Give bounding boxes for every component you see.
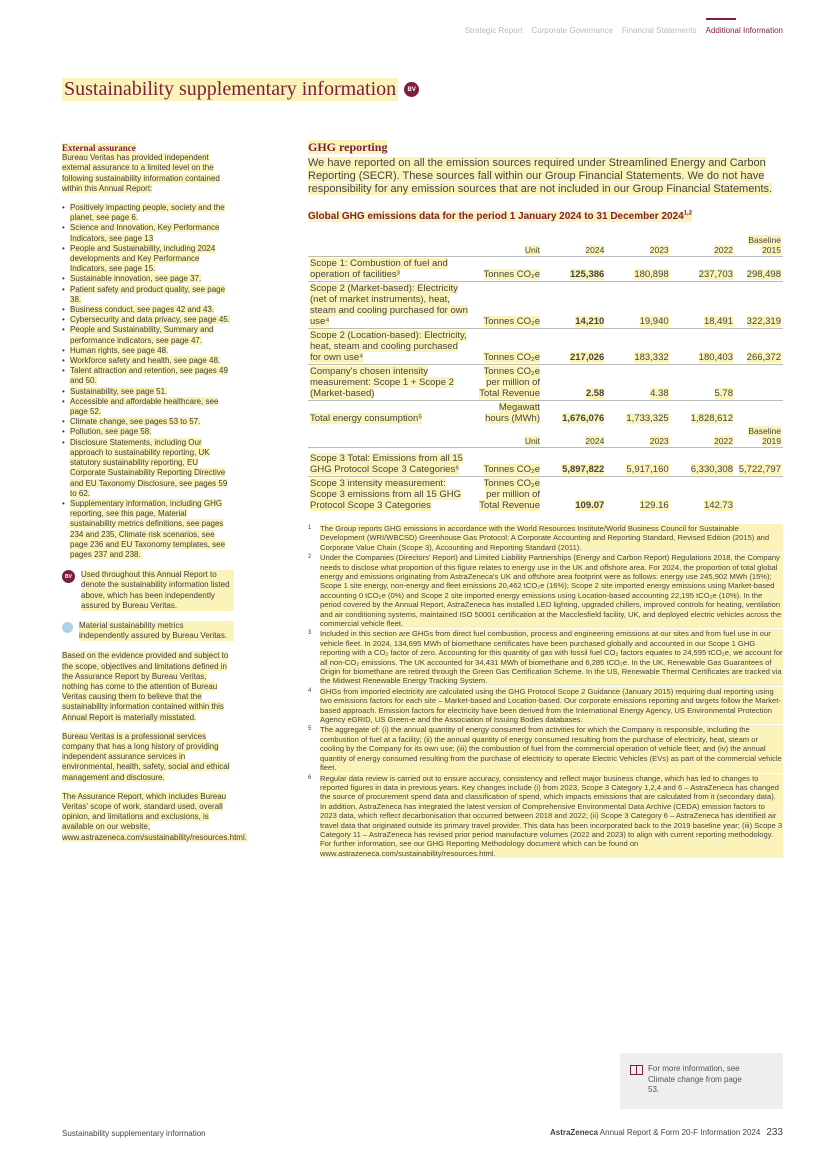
list-item: • Pollution, see page 58. <box>62 427 234 437</box>
header-2023: 2023 <box>606 234 670 257</box>
table-row: Total energy consumption⁵ Megawatt hours (MWh) 1,676,076 1,733,325 1,828,612 <box>308 400 783 425</box>
nav-strategic-report[interactable]: Strategic Report <box>464 26 523 35</box>
bv-badge-icon: BV <box>404 82 419 97</box>
ghg-intro: We have reported on all the emission sources required under Streamlined Energy and Carbon Reporting (SECR). These sources fall within our Group Financial Statements. We do not have responsibility for any emission sources that are not included in our Group Financial Statements. <box>308 157 773 196</box>
more-info-box <box>620 1053 783 1109</box>
footnote: 3 Included in this section are GHGs from direct fuel combustion, process and engineering emissions at our sites and from fuel use in our vehicle fleet. In 2024, 134,695 MWh of biomethane certificates have been purchased globally and accounted in our Scope 1 GHG reporting with a CO₂ factor of zero. Accounting for this quantity of gas with fossil fuel CO₂ factors equates to 24,595 tCO₂e, we account for all non-CO₂ emissions. The UK accounted for 34,431 MWh of biomethane and 6,285 tCO₂e. In the UK, Renewable Gas Guarantees of Origin for biomethane are retired through the Green Gas Certification Scheme. In the US, Renewable Thermal Certificates are tracked via the Midwest Renewable Energy Tracking System. <box>308 629 783 686</box>
table-row: Company's chosen intensity measurement: Scope 1 + Scope 2 (Market-based) Tonnes CO₂e per million of Total Revenue 2.58 4.38 5.78 <box>308 364 783 400</box>
header-2024: 2024 <box>542 425 606 448</box>
assurance-paragraph-3: The Assurance Report, which includes Bureau Veritas' scope of work, standard used, overall opinion, and limitations and exclusions, is available on our website, www.astrazeneca.com/sustainability/resources.html. <box>62 791 247 842</box>
assured-items-list <box>62 203 234 560</box>
list-item: • Talent attraction and retention, see pages 49 and 50. <box>62 366 234 386</box>
legend-material-metrics <box>62 621 234 641</box>
top-navigation <box>465 26 783 35</box>
header-unit: Unit <box>472 234 542 257</box>
table-row: Scope 2 (Location-based): Electricity, heat, steam and cooling purchased for own use⁴ Tonnes CO₂e 217,026 183,332 180,403 266,372 <box>310 329 781 363</box>
nav-corporate-governance[interactable]: Corporate Governance <box>531 26 613 35</box>
header-2023: 2023 <box>606 425 670 448</box>
bv-badge-icon: BV <box>62 570 75 583</box>
header-2022: 2022 <box>671 234 735 257</box>
book-icon <box>630 1065 643 1075</box>
material-metric-dot-icon <box>62 622 73 633</box>
list-item: • Disclosure Statements, including Our approach to sustainability reporting, UK statutory sustainability reporting, EU Corporate Sustainability Reporting Directive and EU Taxonomy Disclosure, see pages 59 to 62. <box>62 438 234 499</box>
nav-additional-information[interactable]: Additional Information <box>705 26 783 35</box>
header-2022: 2022 <box>671 425 735 448</box>
footer-brand: AstraZeneca <box>549 1128 598 1137</box>
list-item: • Supplementary information, including GHG reporting, see this page, Material sustainability metrics definitions, see pages 234 and 235, Climate risk scenarios, see page 236 and EU Taxonomy templates, see pages 237 and 238. <box>62 499 234 560</box>
list-item: • Positively impacting people, society and the planet, see page 6. <box>62 203 234 223</box>
more-info-link[interactable]: For more information, see Climate change from page 53. <box>648 1064 742 1094</box>
footnote: 4 GHGs from imported electricity are calculated using the GHG Protocol Scope 2 Guidance (January 2015) requiring dual reporting using two emissions factors for each site – Market-based and Location-based. Our corporate emissions reporting and targets follow the Market-based approach. Emission factors for electricity have been derived from the International Energy Agency, US Environmental Protection Agency eGRID, US Green-e and the Association of Issuing Bodies databases. <box>308 687 783 725</box>
header-unit: Unit <box>472 425 542 448</box>
ghg-section <box>308 140 783 859</box>
footnote: 6 Regular data review is carried out to ensure accuracy, consistency and reflect major business change, which has led to changes to reported figures in data in previous years. Key changes include (i) from 2023, Scope 3 Category 1,2,4 and 6 – AstraZeneca has changed the source of procurement spend data and classification of spend, which impacts emissions that are calculated from it (secondary data). In addition, AstraZeneca has integrated the latest version of Comprehensive Environmental Data Archive (CEDA) emission factors to 2023 data, which reflect decarbonisation that occurred between 2018 and 2022; (ii) Scope 3 Category 6 – AstraZeneca has identified air travel data that originated outside its primary travel provider. This data has been incorporated back to the 2019 baseline year; (iii) Scope 3 Category 11 – AstraZeneca has revised prior period manufacture volumes (2022 and 2023) to align with current reporting methodology. For further information, see our GHG Reporting Methodology document which can be found on www.astrazeneca.com/sustainability/resources.html. <box>308 773 783 858</box>
table-header-row <box>308 234 783 257</box>
table-title: Global GHG emissions data for the period 1 January 2024 to 31 December 2024$^{1,2}$ <box>308 210 693 222</box>
list-item: • People and Sustainability, including 2024 developments and Key Performance Indicators, see page 15. <box>62 244 234 275</box>
list-item: • Cybersecurity and data privacy, see page 45. <box>62 315 234 325</box>
table-header-row <box>308 425 783 448</box>
table-row: Scope 2 (Market-based): Electricity (net of market instruments), heat, steam and cooling purchased for own use⁴ Tonnes CO₂e 14,210 19,940 18,491 322,319 <box>310 282 781 327</box>
page-title <box>62 78 419 101</box>
header-label-cell <box>308 234 472 257</box>
footnotes <box>308 524 783 858</box>
list-item: • Human rights, see page 48. <box>62 346 234 356</box>
nav-financial-statements[interactable]: Financial Statements <box>621 26 697 35</box>
assurance-paragraph-2: Bureau Veritas is a professional services company that has a long history of providing independent assurance services in environmental, health, safety, social and ethical management and disclosure. <box>62 731 230 782</box>
table-row: Scope 3 Total: Emissions from all 15 GHG Protocol Scope 3 Categories⁶ Tonnes CO₂e 5,897,822 5,917,160 6,330,308 5,722,797 <box>310 452 781 475</box>
list-item: • Sustainable innovation, see page 37. <box>62 274 234 284</box>
header-baseline: Baseline 2015 <box>735 234 783 257</box>
legend-bv-text: Used throughout this Annual Report to denote the sustainability information listed above, which has been independently assured by Bureau Veritas. <box>81 570 234 611</box>
footnote: 1 The Group reports GHG emissions in accordance with the World Resources Institute/World Business Council for Sustainable Development (WRI/WBCSD) Greenhouse Gas Protocol: A Corporate Accounting and Reporting Standard, Revised Edition (2015) and Corporate Value Chain (Scope 3), Accounting and Reporting Standard (2011). <box>308 524 783 552</box>
list-item: • People and Sustainability, Summary and performance indicators, see page 47. <box>62 325 234 345</box>
page-number: 233 <box>766 1127 783 1138</box>
list-item: • Patient safety and product quality, see page 38. <box>62 285 234 305</box>
footer-page-info <box>550 1127 783 1138</box>
assurance-paragraph-1: Based on the evidence provided and subject to the scope, objectives and limitations defined in the Assurance Report by Bureau Veritas, nothing has come to the attention of Bureau Veritas causing them to believe that the sustainability information contained within this Annual Report is materially misstated. <box>62 651 229 722</box>
legend-dot-text: Material sustainability metrics independently assured by Bureau Veritas. <box>79 621 234 641</box>
external-assurance-heading: External assurance <box>62 143 136 153</box>
legend-bv <box>62 570 234 611</box>
footnote: 5 The aggregate of: (i) the annual quantity of energy consumed from activities for which the Company is responsible, including the combustion of fuel at a facility; (ii) the annual quantity of energy consumed resulting from the purchase of electricity, heat, steam or cooling by the Company for its own use; (iii) the combustion of fuel from the commercial operation of vehicle fleet; and (iv) the annual quantity of energy consumed resulting from the purchase of electricity to operate Electric Vehicles (EVs) as part of the commercial vehicle fleet. <box>308 725 782 773</box>
list-item: • Sustainability, see page 51. <box>62 387 234 397</box>
table-row: Scope 1: Combustion of fuel and operation of facilities³ Tonnes CO₂e 125,386 180,898 237,703 298,498 <box>310 257 781 280</box>
list-item: • Accessible and affordable healthcare, see page 52. <box>62 397 234 417</box>
ghg-heading: GHG reporting <box>308 140 388 154</box>
table-row: Scope 3 intensity measurement: Scope 3 emissions from all 15 GHG Protocol Scope 3 Categories Tonnes CO₂e per million of Total Revenue 109.07 129.16 142.73 <box>308 476 783 512</box>
list-item: • Climate change, see pages 53 to 57. <box>62 417 234 427</box>
external-assurance-intro: Bureau Veritas has provided independent external assurance to a limited level on the following sustainability information contained within this Annual Report: <box>62 153 220 193</box>
footer-section-title: Sustainability supplementary information <box>62 1129 206 1138</box>
list-item: • Business conduct, see pages 42 and 43. <box>62 305 234 315</box>
list-item: • Workforce safety and health, see page 48. <box>62 356 234 366</box>
left-column <box>62 143 247 852</box>
page-title-text: Sustainability supplementary information <box>64 78 397 100</box>
header-2024: 2024 <box>542 234 606 257</box>
list-item: • Science and Innovation, Key Performance Indicators, see page 13 <box>62 223 234 243</box>
ghg-emissions-table <box>308 234 783 512</box>
footer-doc-title: Annual Report & Form 20-F Information 2024 <box>599 1128 761 1137</box>
footnote: 2 Under the Companies (Directors' Report) and Limited Liability Partnerships (Energy and Carbon Report) Regulations 2018, the Company needs to disclose what proportion of this figure relates to energy use in the UK and offshore area. For 2024, the proportion of total global energy and emissions originating from AstraZeneca's UK and offshore area footprint were as follows: energy use 245,902 MWh (15%); Scope 1 site energy, non-energy and fleet emissions 20,462 tCO₂e (16%); Scope 2 site imported energy emissions using Market-based accounting 0 tCO₂e (0%) and Scope 2 site imported energy emissions using Location-based accounting 22,195 tCO₂e (10%). In the period covered by the Annual Report, AstraZeneca has installed LED lighting, upgraded chillers, improved controls for heating, ventilation and air conditioning systems, maintained ISO 50001 certification at the Macclesfield facility, UK, and deployed electric vehicles across the commercial vehicle fleet. <box>308 553 782 628</box>
header-baseline: Baseline 2019 <box>735 425 783 448</box>
